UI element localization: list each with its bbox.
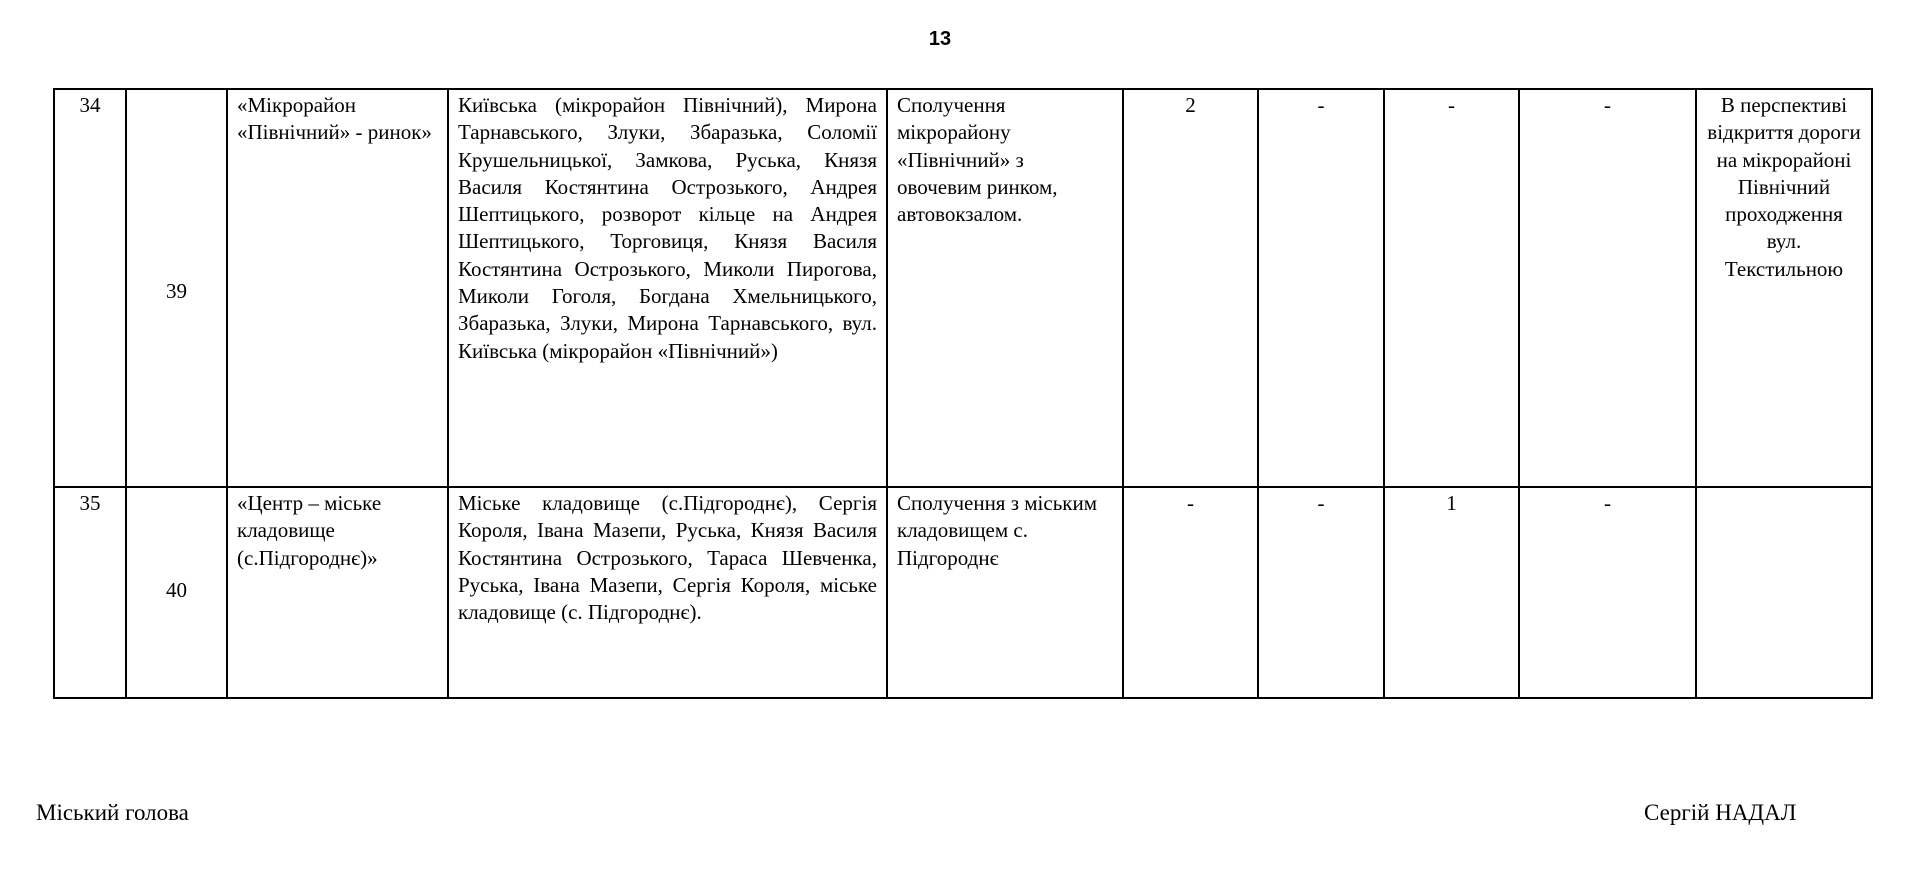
note-cell [1696, 487, 1872, 698]
value-cell-1: - [1123, 487, 1258, 698]
mayor-title: Міський голова [36, 800, 189, 825]
table-row [54, 89, 1872, 487]
value-cell-1: 2 [1123, 89, 1258, 487]
route-streets-cell: Міське кладовище (с.Підгороднє), Сергія Короля, Івана Мазепи, Руська, Князя Василя Костянтина Острозького, Тараса Шевченка, Руська, Івана Мазепи, Сергія Короля, міське кладовище (с. Підгороднє). [448, 487, 887, 698]
route-streets-cell: Київська (мікрорайон Північний), Мирона Тарнавського, Злуки, Збаразька, Соломії Крушельницької, Замкова, Руська, Князя Василя Костянтина Острозького, Андрея Шептицького, розворот кільце на Андрея Шептицького, Торговиця, Князя Василя Костянтина Острозького, Миколи Пирогова, Миколи Гоголя, Богдана Хмельницького, Збаразька, Злуки, Мирона Тарнавського, вул. Київська (мікрорайон «Північний») [448, 89, 887, 487]
route-purpose-cell: Сполучення мікрорайону «Північний» з овочевим ринком, автовокзалом. [887, 89, 1123, 487]
value-cell-3: 1 [1384, 487, 1519, 698]
route-number-cell [126, 89, 227, 487]
value-cell-3: - [1384, 89, 1519, 487]
value-cell-4: - [1519, 89, 1696, 487]
route-name-cell: «Центр – міське кладовище (с.Підгороднє)» [227, 487, 448, 698]
route-name-cell: «Мікрорайон «Північний» - ринок» [227, 89, 448, 487]
note-cell: В перспективі відкриття дороги на мікрорайоні Північний проходження вул. Текстильною [1696, 89, 1872, 487]
value-cell-2: - [1258, 487, 1384, 698]
value-cell-4: - [1519, 487, 1696, 698]
value-cell-2: - [1258, 89, 1384, 487]
routes-table [53, 88, 1873, 699]
route-number: 39 [166, 279, 187, 303]
row-number-cell: 35 [54, 487, 126, 698]
page-number: 13 [928, 28, 952, 50]
table-row [54, 487, 1872, 698]
row-number-cell: 34 [54, 89, 126, 487]
route-number: 40 [166, 578, 187, 602]
signatory-name: Сергій НАДАЛ [1644, 800, 1797, 825]
route-number-cell [126, 487, 227, 698]
route-purpose-cell: Сполучення з міським кладовищем с. Підгороднє [887, 487, 1123, 698]
